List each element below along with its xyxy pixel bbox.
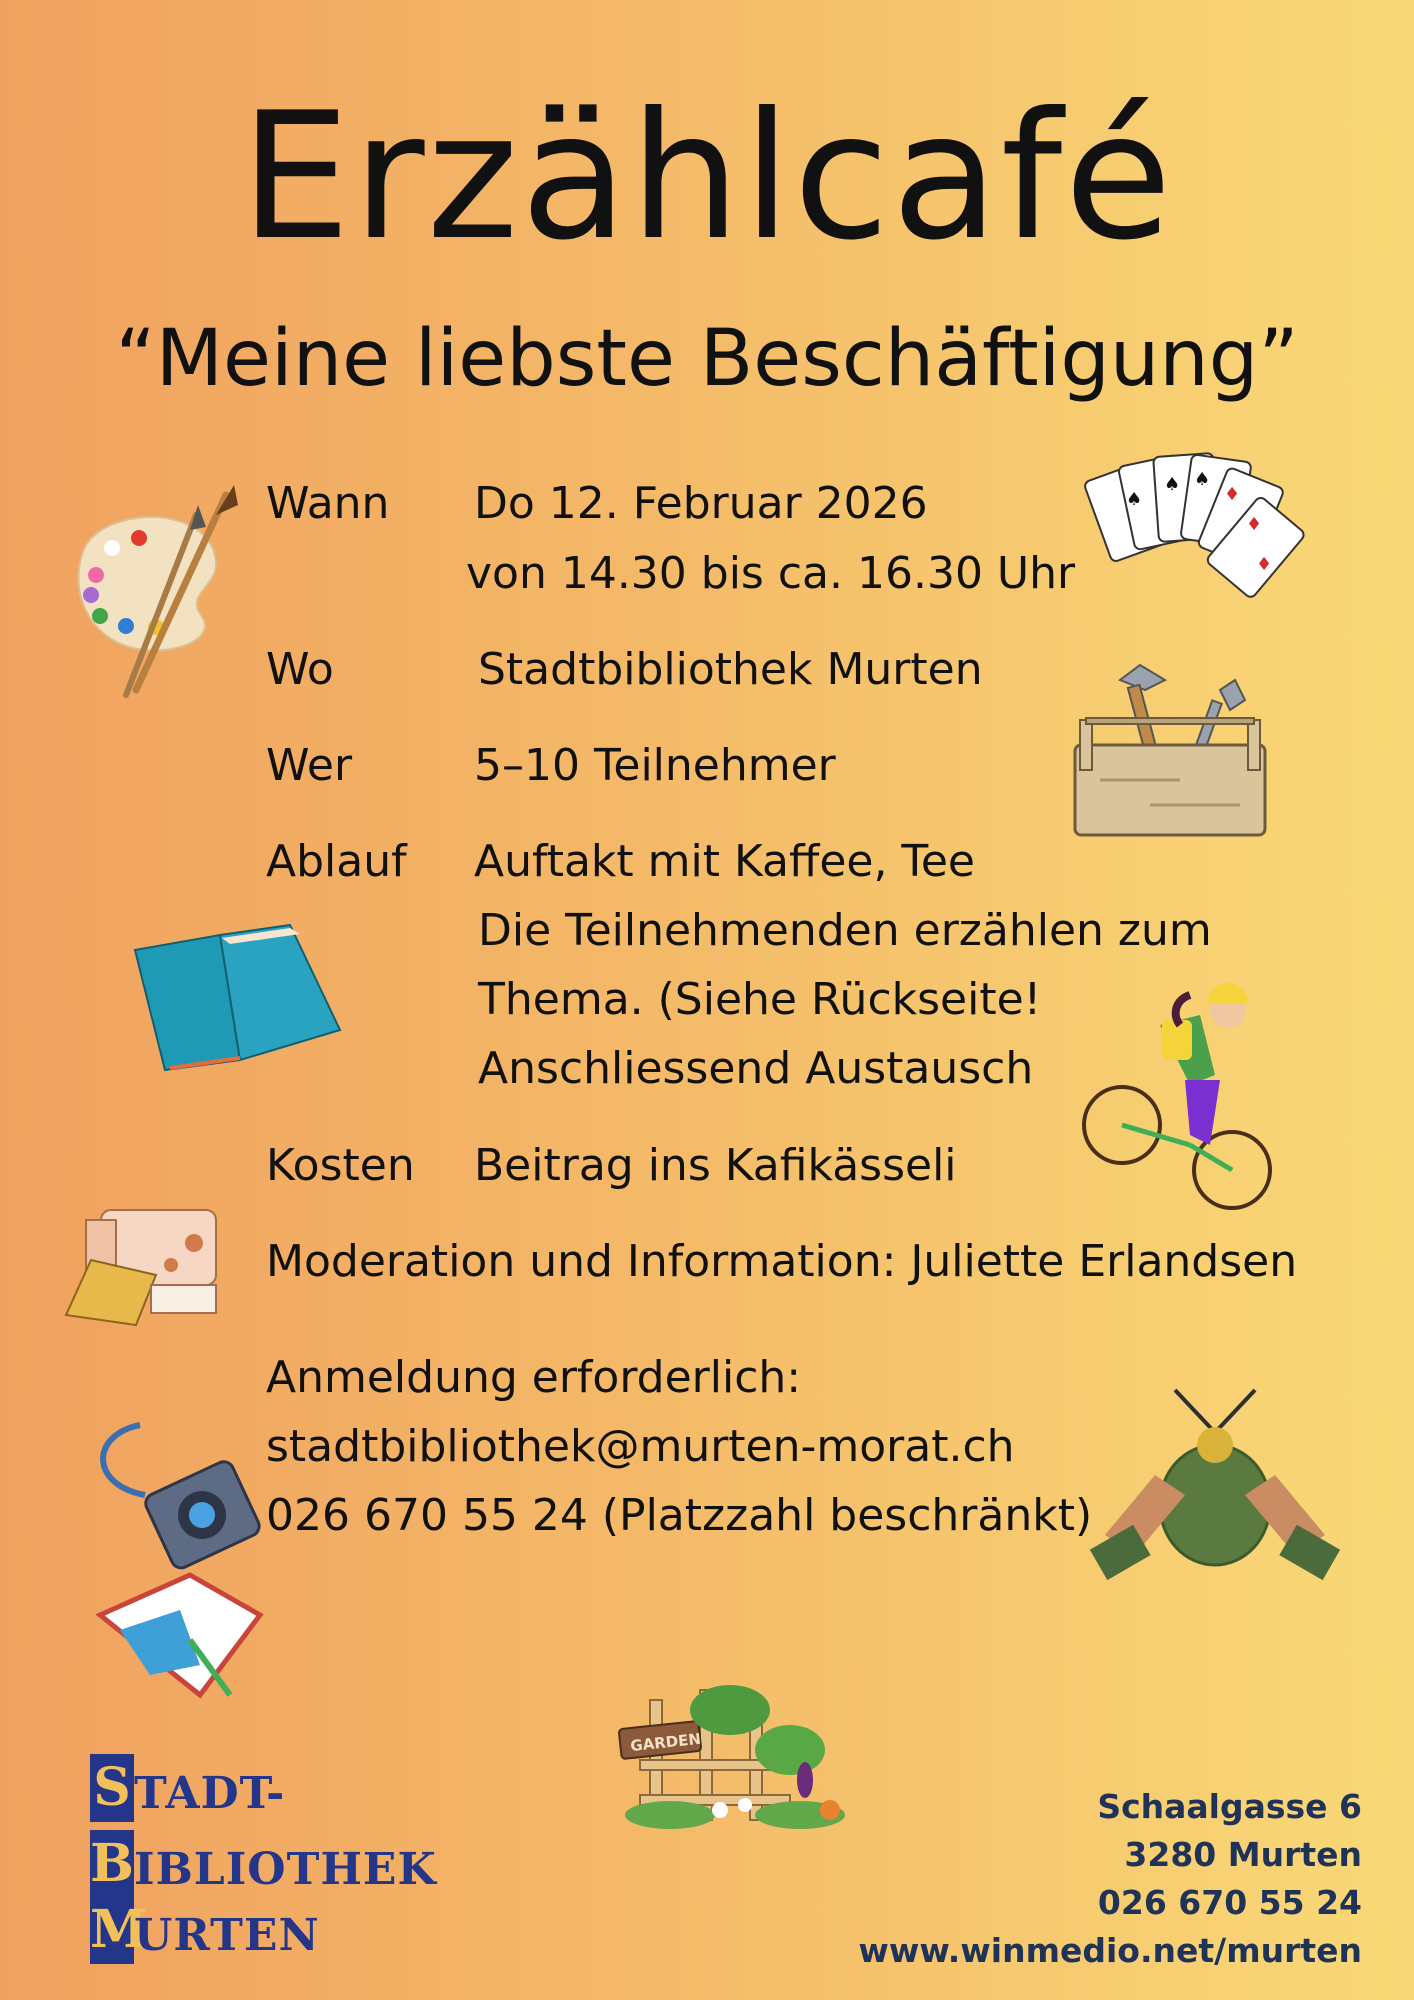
sewing-machine-icon — [66, 1195, 226, 1325]
paint-palette-icon — [66, 475, 246, 700]
poster-subtitle: “Meine liebste Beschäftigung” — [115, 314, 1299, 404]
wo-value: Stadtbibliothek Murten — [478, 644, 983, 695]
kosten-value: Beitrag ins Kafikässeli — [474, 1140, 957, 1191]
wer-value: 5–10 Teilnehmer — [474, 740, 836, 791]
camera-icon — [90, 1415, 270, 1705]
logo-line-1: TADT- — [134, 1768, 286, 1819]
poster-title: Erzählcafé — [240, 76, 1174, 279]
ablauf-line: Anschliessend Austausch — [478, 1043, 1034, 1094]
garden-sign-text: GARDEN — [629, 1729, 702, 1756]
open-book-icon — [130, 920, 345, 1075]
svg-text:♦: ♦ — [1256, 554, 1273, 575]
registration-email[interactable]: stadtbibliothek@murten-morat.ch — [266, 1421, 1015, 1472]
address-street: Schaalgasse 6 — [1097, 1787, 1362, 1826]
svg-text:♠: ♠ — [1164, 474, 1181, 495]
ablauf-line: Auftakt mit Kaffee, Tee — [474, 836, 975, 887]
wann-label: Wann — [266, 478, 390, 529]
logo-cap-letter: B — [90, 1833, 134, 1894]
knitting-icon — [1095, 1385, 1335, 1575]
moderation-text: Moderation und Information: Juliette Erlandsen — [266, 1236, 1298, 1287]
logo-line-2: IBLIOTHEK — [134, 1844, 437, 1895]
address-phone: 026 670 55 24 — [1097, 1883, 1362, 1922]
registration-phone: 026 670 55 24 (Platzzahl beschränkt) — [266, 1490, 1093, 1541]
wann-date: Do 12. Februar 2026 — [474, 478, 928, 529]
svg-text:♦: ♦ — [1246, 514, 1263, 535]
logo-line-3: URTEN — [134, 1910, 320, 1961]
address-web[interactable]: www.winmedio.net/murten — [858, 1931, 1362, 1970]
ablauf-label: Ablauf — [266, 836, 407, 887]
cyclist-icon — [1080, 985, 1280, 1215]
registration-heading: Anmeldung erforderlich: — [266, 1352, 802, 1403]
svg-text:♠: ♠ — [1194, 469, 1211, 490]
logo-cap-letter: S — [93, 1757, 131, 1818]
kosten-label: Kosten — [266, 1140, 415, 1191]
wo-label: Wo — [266, 644, 334, 695]
wer-label: Wer — [266, 740, 353, 791]
toolbox-icon — [1060, 660, 1300, 845]
garden-icon — [600, 1630, 860, 1830]
svg-text:♦: ♦ — [1224, 484, 1241, 505]
logo-cap-letter: M — [90, 1899, 148, 1960]
address-city: 3280 Murten — [1124, 1835, 1362, 1874]
playing-cards-icon — [1086, 450, 1306, 620]
ablauf-line: Die Teilnehmenden erzählen zum — [478, 905, 1212, 956]
svg-text:♠: ♠ — [1126, 489, 1143, 510]
wann-time: von 14.30 bis ca. 16.30 Uhr — [466, 548, 1076, 599]
ablauf-line: Thema. (Siehe Rückseite! — [478, 974, 1042, 1025]
